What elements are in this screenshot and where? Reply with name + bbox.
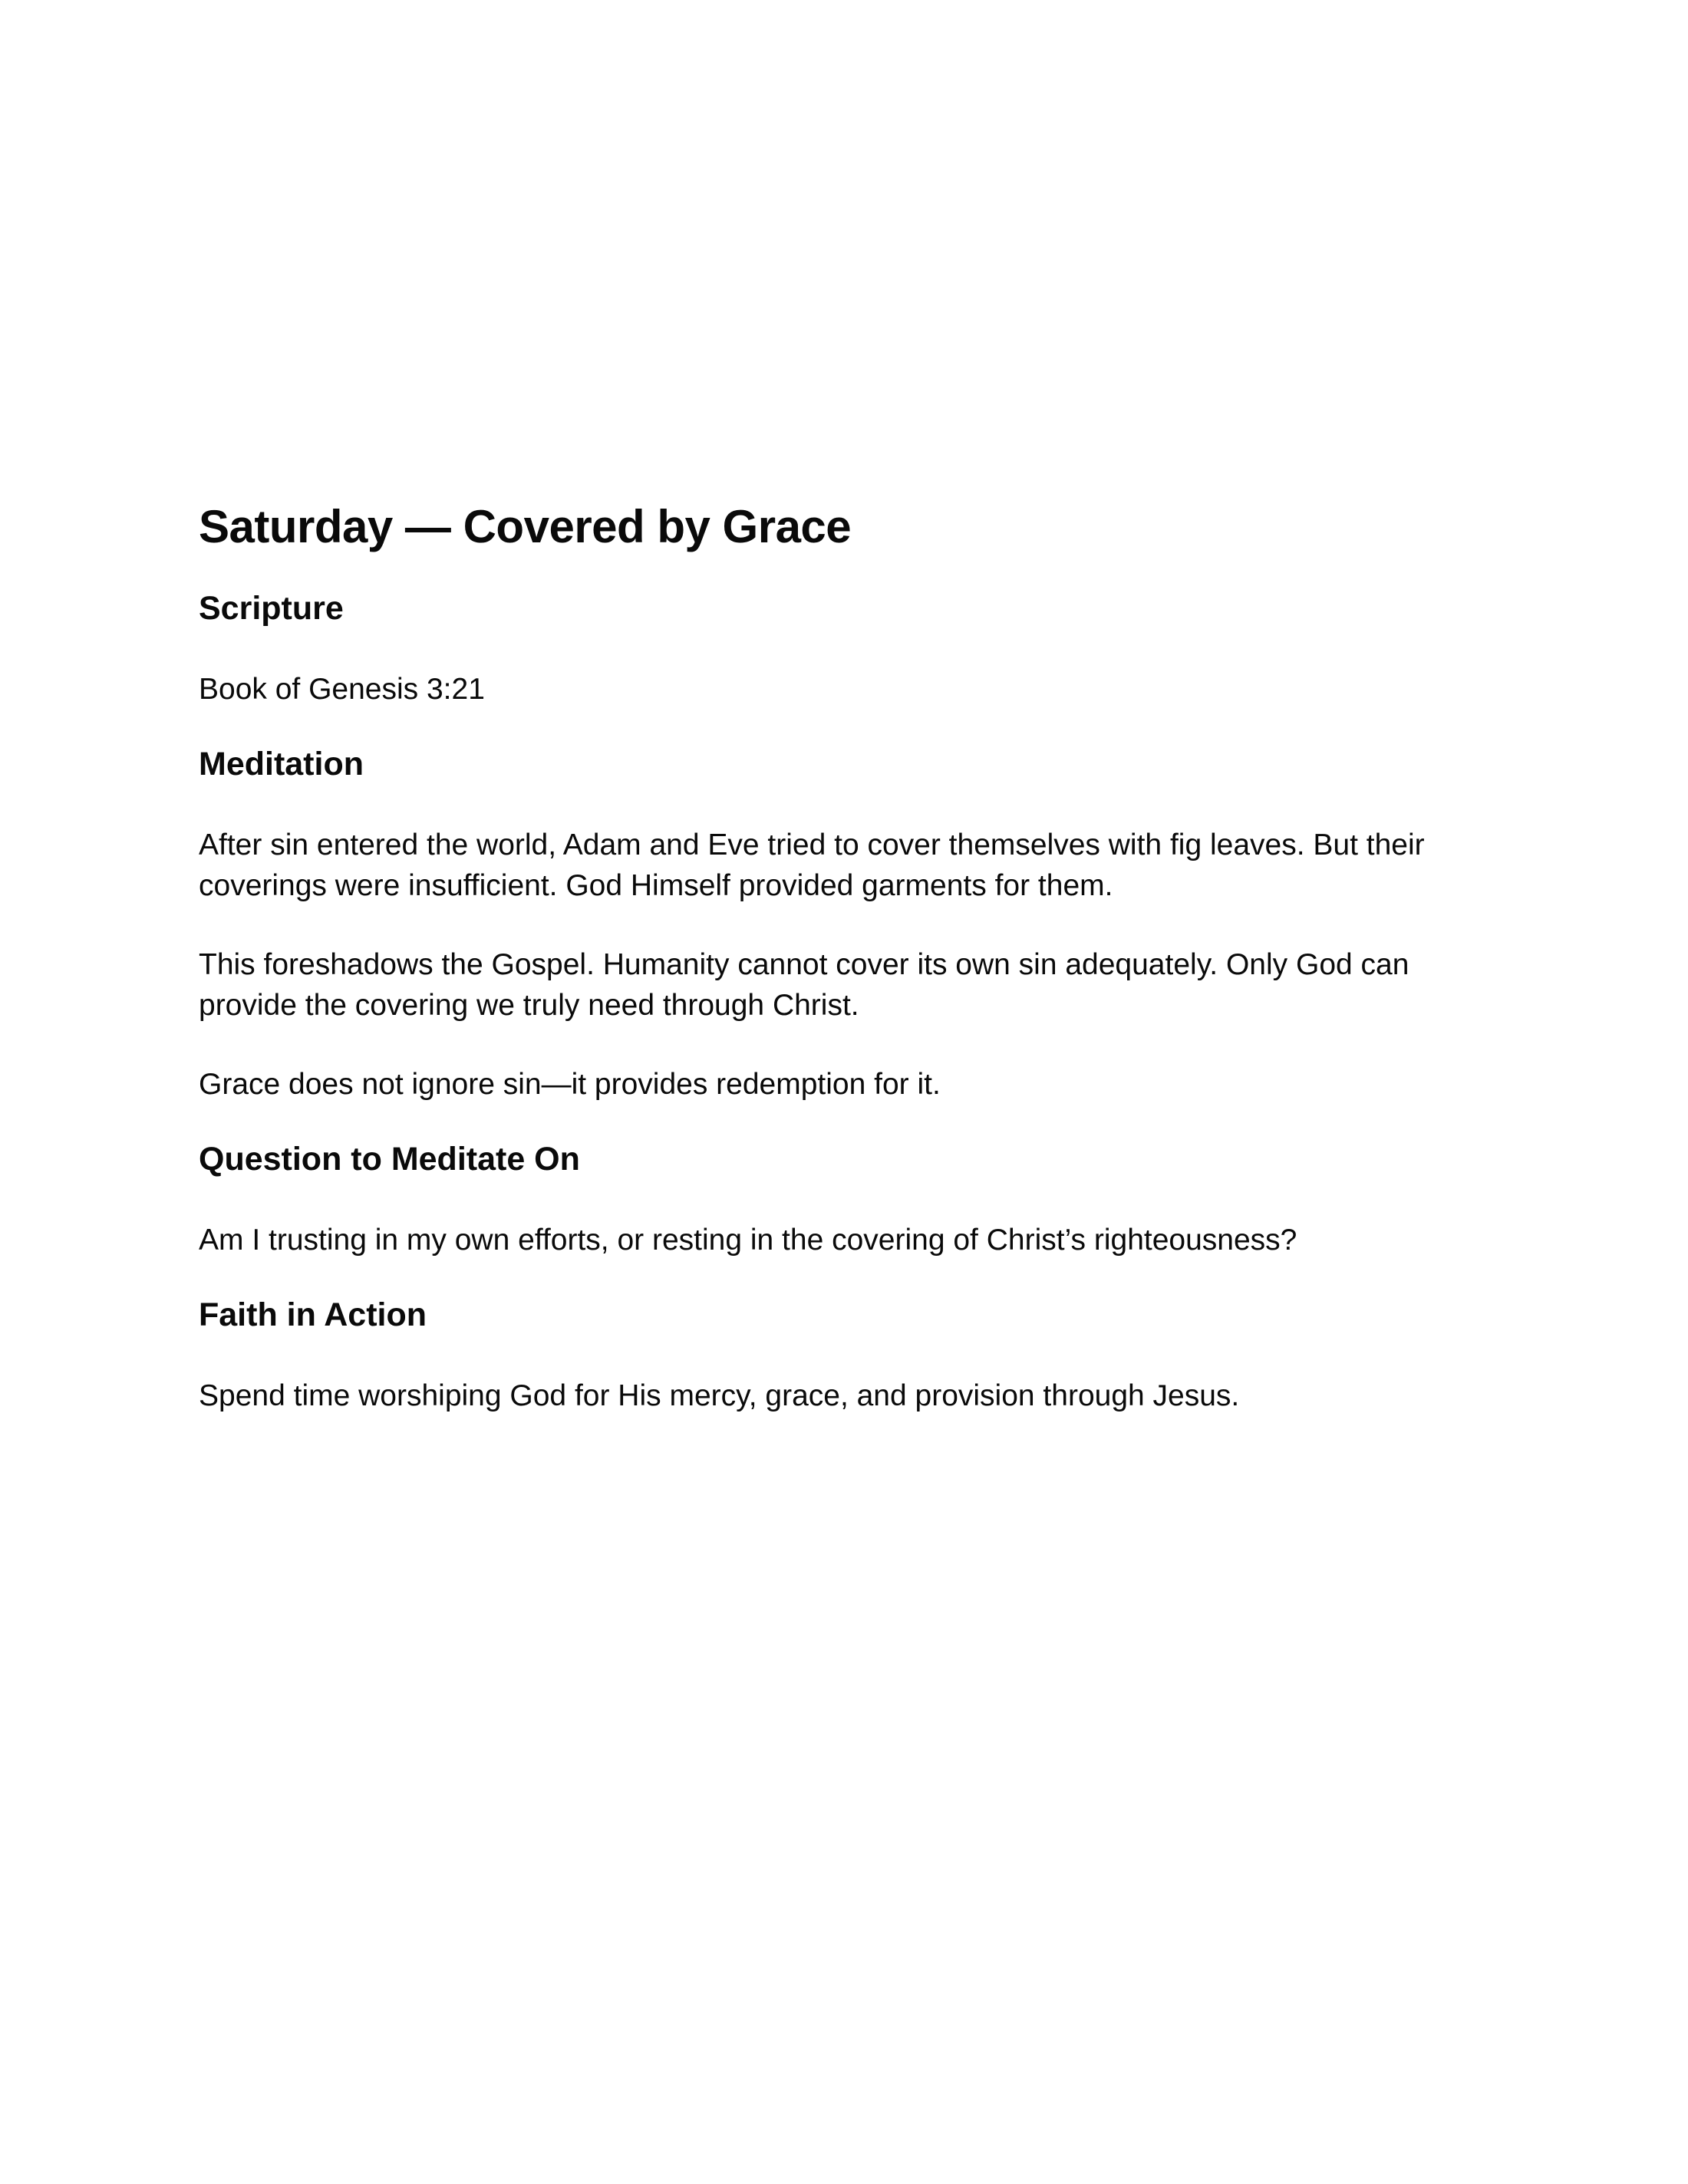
meditation-heading: Meditation xyxy=(199,746,364,782)
faith-in-action-heading: Faith in Action xyxy=(199,1296,427,1333)
meditation-paragraph: After sin entered the world, Adam and Eve tried to cover themselves with fig leaves. But their coverings were insufficient. God Himself provided garments for them. xyxy=(199,828,1425,902)
document-body xyxy=(199,499,1503,1416)
question-heading: Question to Meditate On xyxy=(199,1141,580,1178)
scripture-reference: Book of Genesis 3:21 xyxy=(199,673,485,706)
page-title: Saturday — Covered by Grace xyxy=(199,501,852,552)
scripture-heading: Scripture xyxy=(199,590,344,627)
meditation-paragraph: Grace does not ignore sin—it provides redemption for it. xyxy=(199,1068,941,1101)
faith-in-action-text: Spend time worshiping God for His mercy, grace, and provision through Jesus. xyxy=(199,1379,1240,1412)
meditation-paragraph: This foreshadows the Gospel. Humanity cannot cover its own sin adequately. Only God can provide the covering we truly need through Christ. xyxy=(199,948,1409,1022)
question-text: Am I trusting in my own efforts, or resting in the covering of Christ’s righteousness? xyxy=(199,1224,1297,1257)
